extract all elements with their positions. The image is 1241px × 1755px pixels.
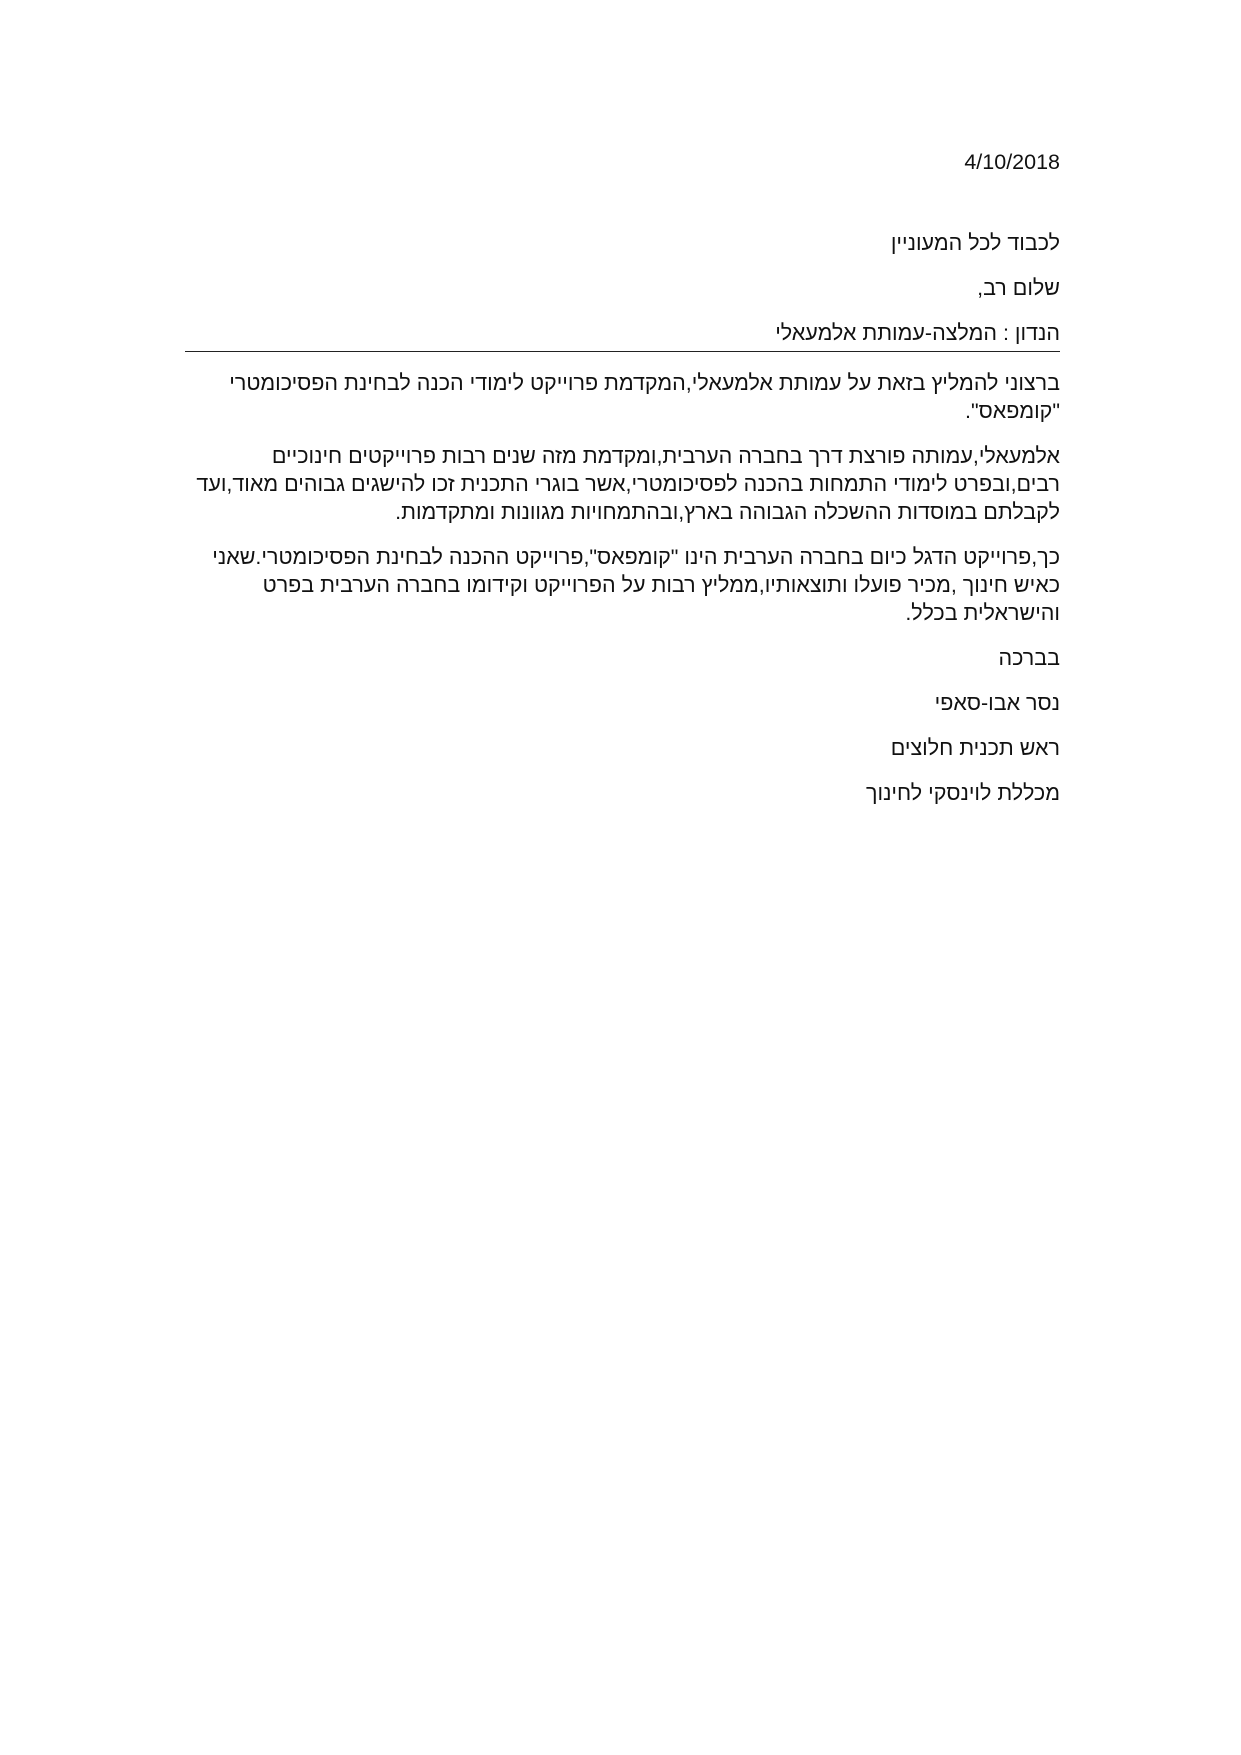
closing: בברכה [998, 646, 1060, 670]
signer-title: ראש תכנית חלוצים [890, 736, 1060, 760]
subject-line: הנדון : המלצה-עמותת אלמעאלי [775, 321, 1060, 345]
paragraph-organization: אלמעאלי,עמותה פורצת דרך בחברה הערבית,ומקדמת מזה שנים רבות פרוייקטים חינוכיים רבים,ובפרט לימודי התמחות בהכנה לפסיכומטרי,אשר בוגרי התכנית זכו להישגים גבוהים מאוד,ועד לקבלתם במוסדות ההשכלה הגבוהה בארץ,ובהתמחויות מגוונות ומתקדמות. [196, 444, 1060, 524]
salutation: לכבוד לכל המעוניין [890, 231, 1060, 255]
greeting: שלום רב, [977, 276, 1060, 300]
signer-organization: מכללת לוינסקי לחינוך [866, 781, 1060, 805]
subject-divider [185, 351, 1060, 352]
letter-body [185, 148, 1060, 824]
paragraph-recommendation: ברצוני להמליץ בזאת על עמותת אלמעאלי,המקדמת פרוייקט לימודי הכנה לבחינת הפסיכומטרי "קומפאס". [229, 371, 1060, 423]
signer-name: נסר אבו-סאפי [934, 691, 1060, 715]
letter-date: 4/10/2018 [964, 150, 1060, 174]
paragraph-project: כך,פרוייקט הדגל כיום בחברה הערבית הינו "קומפאס",פרוייקט ההכנה לבחינת הפסיכומטרי.שאני כאיש חינוך ,מכיר פועלו ותוצאותיו,ממליץ רבות על הפרוייקט וקידומו בחברה הערבית בפרט והישראלית בכלל. [212, 545, 1060, 625]
